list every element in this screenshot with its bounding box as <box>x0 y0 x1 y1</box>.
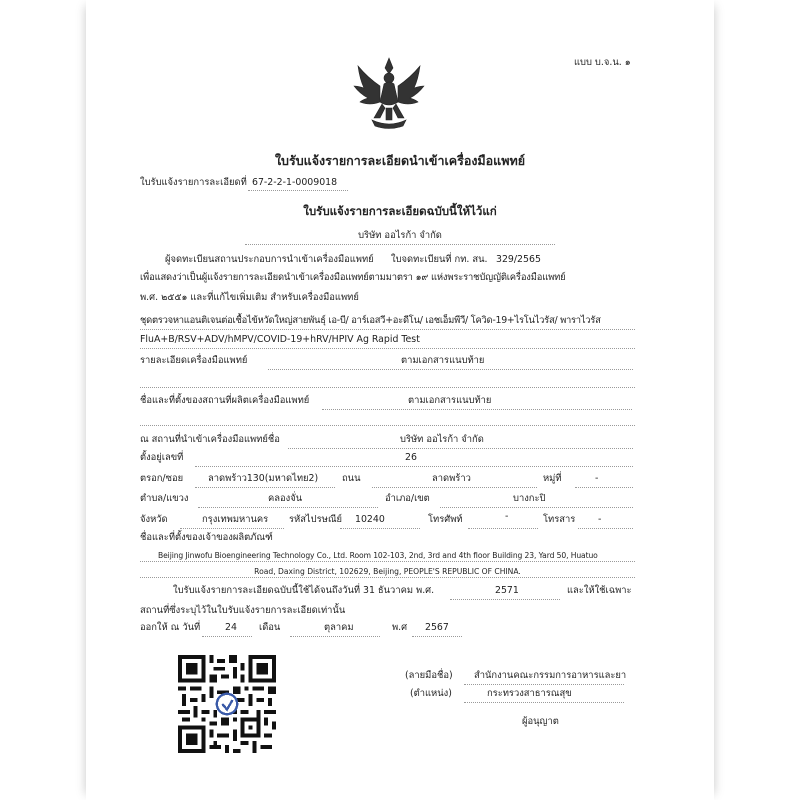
phone-underline <box>468 528 538 529</box>
owner-label: ชื่อและที่ตั้งของเจ้าของผลิตภัณฑ์ <box>140 532 273 543</box>
position-label: (ตำแหน่ง) <box>410 688 452 699</box>
validity-tail: และให้ใช้เฉพาะ <box>567 585 632 596</box>
ref-label: ใบรับแจ้งรายการละเอียดที่ <box>140 177 247 188</box>
device-underline-2 <box>140 348 635 349</box>
tambon-underline <box>198 507 378 508</box>
issued-day-underline <box>202 636 252 637</box>
signature-label: (ลายมือชื่อ) <box>405 670 453 681</box>
owner-underline-2 <box>140 577 635 578</box>
device-name-thai: ชุดตรวจหาแอนติเจนต่อเชื้อไข้หวัดใหญ่สายพันธุ์ เอ-บี/ อาร์เอสวี+อะดีโน/ เอชเอ็มพีวี/ โควิด-19+ไรโนไวรัส/ พาราไวรัส <box>140 315 601 326</box>
issued-day: 24 <box>225 622 237 633</box>
company-underline <box>245 244 555 245</box>
soi-label: ตรอก/ซอย <box>140 473 184 484</box>
road-label: ถนน <box>342 473 361 484</box>
issued-label: ออกให้ ณ วันที่ <box>140 622 201 633</box>
validity-year-underline <box>450 599 560 600</box>
moo-underline <box>575 487 633 488</box>
province-underline <box>180 528 284 529</box>
document-title: ใบรับแจ้งรายการละเอียดนำเข้าเครื่องมือแพทย์ <box>274 153 526 168</box>
moo-label: หมู่ที่ <box>543 473 562 484</box>
ref-underline <box>248 190 348 191</box>
approver-label: ผู้อนุญาต <box>522 716 559 727</box>
manufacturer-extra-line <box>140 425 635 426</box>
position-value: กระทรวงสาธารณสุข <box>487 688 572 699</box>
fax-value: - <box>598 514 602 525</box>
phone-value: - <box>505 511 509 522</box>
fax-label: โทรสาร <box>543 514 576 525</box>
validity-lead: ใบรับแจ้งรายการละเอียดฉบับนี้ใช้ได้จนถึงวันที่ 31 ธันวาคม พ.ศ. <box>173 585 435 596</box>
device-name-english: FluA+B/RSV+ADV/hMPV/COVID-19+hRV/HPIV Ag Rapid Test <box>140 334 420 345</box>
address-no-label: ตั้งอยู่เลขที่ <box>140 452 184 463</box>
para1-lead: ผู้จดทะเบียนสถานประกอบการนำเข้าเครื่องมือแพทย์ <box>165 254 374 265</box>
amphoe-value: บางกะปิ <box>513 493 546 504</box>
address-no-underline <box>195 466 633 467</box>
detail-value: ตามเอกสารแนบท้าย <box>401 355 485 366</box>
postal-underline <box>340 528 420 529</box>
detail-underline <box>268 369 633 370</box>
detail-extra-line <box>140 387 635 388</box>
amphoe-label: อำเภอ/เขต <box>385 493 430 504</box>
manufacturer-value: ตามเอกสารแนบท้าย <box>408 395 492 406</box>
issued-month-underline <box>290 636 380 637</box>
position-underline <box>464 702 624 703</box>
amphoe-underline <box>440 507 633 508</box>
para1-line2: เพื่อแสดงว่าเป็นผู้แจ้งรายการละเอียดนำเข้าเครื่องมือแพทย์ตามมาตรา ๑๙ แห่งพระราชบัญญัติเครื่องมือแพทย์ <box>140 272 566 283</box>
ref-number: 67-2-2-1-0009018 <box>252 177 338 188</box>
issued-year: 2567 <box>425 622 449 633</box>
province-label: จังหวัด <box>140 514 168 525</box>
validity-line2: สถานที่ซึ่งระบุไว้ในใบรับแจ้งรายการละเอียดเท่านั้น <box>140 605 346 616</box>
device-underline-1 <box>140 329 635 330</box>
issued-month: ตุลาคม <box>324 622 354 633</box>
postal-value: 10240 <box>355 514 385 525</box>
license-number: 329/2565 <box>496 254 541 265</box>
owner-underline-1 <box>140 561 635 562</box>
fax-underline <box>578 528 633 529</box>
para1-line3: พ.ศ. ๒๕๕๑ และที่แก้ไขเพิ่มเติม สำหรับเครื่องมือแพทย์ <box>140 292 359 303</box>
owner-address-line2: Road, Daxing District, 102629, Beijing, PEOPLE'S REPUBLIC OF CHINA. <box>254 567 521 576</box>
garuda-emblem-icon <box>346 52 432 138</box>
signature-value: สำนักงานคณะกรรมการอาหารและยา <box>474 670 627 681</box>
postal-label: รหัสไปรษณีย์ <box>289 514 343 525</box>
company-name: บริษัท ออไรก้า จำกัด <box>358 230 442 241</box>
month-label: เดือน <box>259 622 281 633</box>
import-place-value: บริษัท ออไรก้า จำกัด <box>400 434 484 445</box>
moo-value: - <box>595 473 599 484</box>
import-place-underline <box>288 448 633 449</box>
manufacturer-underline <box>322 409 632 410</box>
road-underline <box>372 487 537 488</box>
phone-label: โทรศัพท์ <box>428 514 463 525</box>
owner-address-line1: Beijing Jinwofu Bioengineering Technology Co., Ltd. Room 102-103, 2nd, 3rd and 4th floor Building 23, Yard 50, Huatuo <box>158 551 598 560</box>
import-place-label: ณ สถานที่นำเข้าเครื่องมือแพทย์ชื่อ <box>140 434 280 445</box>
license-label: ใบจดทะเบียนที่ กท. สน. <box>391 254 488 265</box>
road-value: ลาดพร้าว <box>432 473 471 484</box>
form-code: แบบ บ.จ.น. ๑ <box>574 57 631 68</box>
manufacturer-label: ชื่อและที่ตั้งของสถานที่ผลิตเครื่องมือแพทย์ <box>140 395 310 406</box>
tambon-label: ตำบล/แขวง <box>140 493 189 504</box>
soi-underline <box>195 487 335 488</box>
address-no-value: 26 <box>405 452 417 463</box>
qr-code-icon <box>178 655 276 753</box>
tambon-value: คลองจั่น <box>268 493 303 504</box>
province-value: กรุงเทพมหานคร <box>202 514 269 525</box>
validity-year: 2571 <box>495 585 519 596</box>
year-label: พ.ศ <box>392 622 408 633</box>
detail-label: รายละเอียดเครื่องมือแพทย์ <box>140 355 248 366</box>
signature-underline <box>464 684 624 685</box>
document-subtitle: ใบรับแจ้งรายการละเอียดฉบับนี้ให้ไว้แก่ <box>303 204 497 218</box>
soi-value: ลาดพร้าว130(มหาดไทย2) <box>208 473 319 484</box>
issued-year-underline <box>412 636 462 637</box>
